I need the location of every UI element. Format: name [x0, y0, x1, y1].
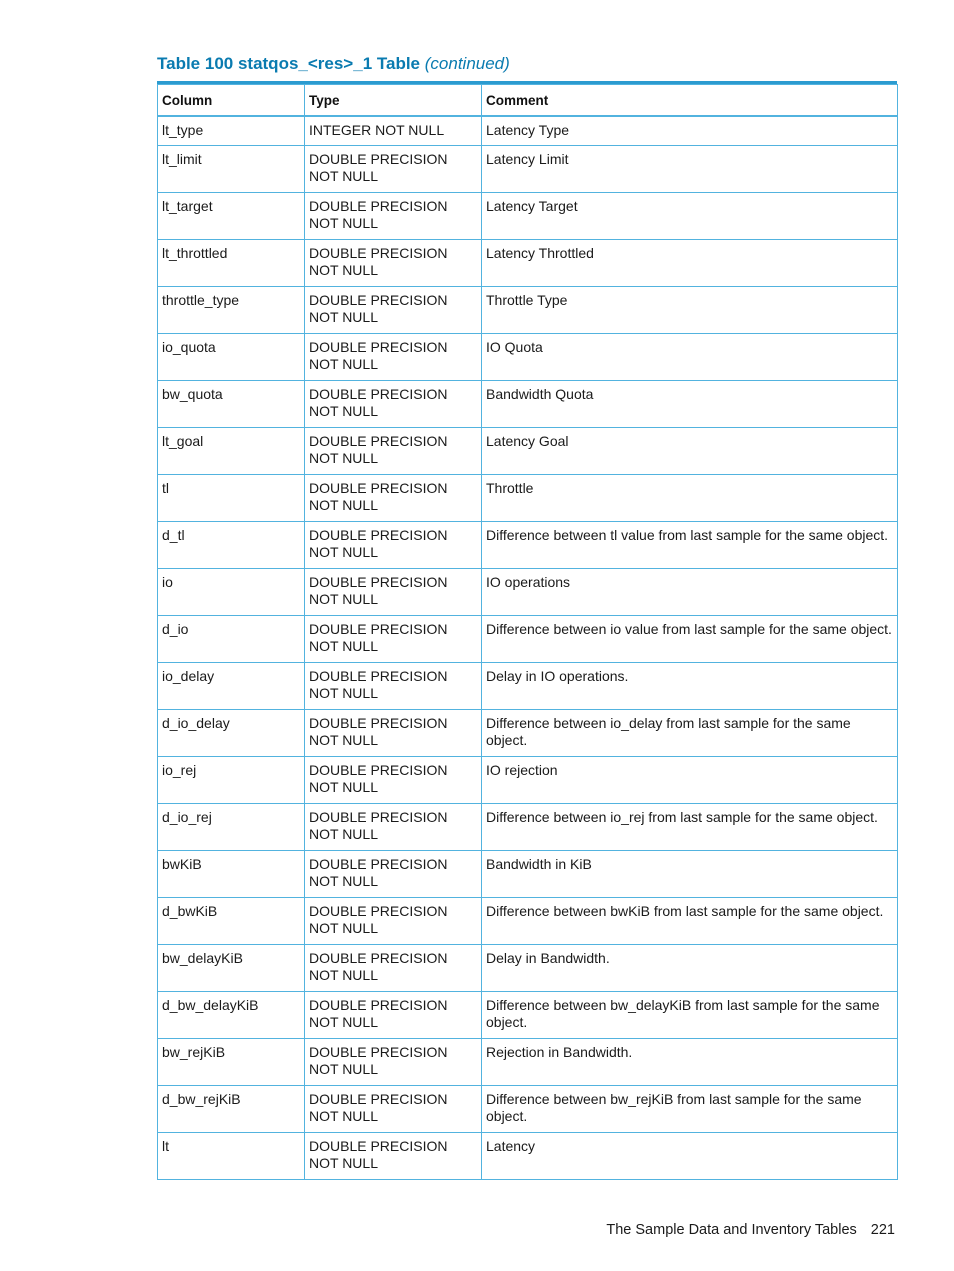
cell-type: DOUBLE PRECISION NOT NULL: [305, 945, 482, 992]
cell-type: DOUBLE PRECISION NOT NULL: [305, 193, 482, 240]
cell-column: d_io_delay: [158, 710, 305, 757]
table-row: [158, 193, 898, 240]
table-row: [158, 851, 898, 898]
cell-type: DOUBLE PRECISION NOT NULL: [305, 240, 482, 287]
cell-type: DOUBLE PRECISION NOT NULL: [305, 757, 482, 804]
cell-comment: Bandwidth Quota: [482, 381, 898, 428]
table-row: [158, 616, 898, 663]
schema-table: [157, 84, 898, 1180]
table-row: [158, 757, 898, 804]
cell-column: lt_goal: [158, 428, 305, 475]
page-number: 221: [870, 1222, 895, 1238]
cell-type: DOUBLE PRECISION NOT NULL: [305, 851, 482, 898]
cell-type: DOUBLE PRECISION NOT NULL: [305, 1039, 482, 1086]
header-type: Type: [305, 85, 482, 116]
table-row: [158, 334, 898, 381]
cell-column: bw_rejKiB: [158, 1039, 305, 1086]
cell-comment: Latency Throttled: [482, 240, 898, 287]
cell-column: io_quota: [158, 334, 305, 381]
cell-comment: Rejection in Bandwidth.: [482, 1039, 898, 1086]
cell-column: bw_delayKiB: [158, 945, 305, 992]
table-row: [158, 522, 898, 569]
table-row: [158, 116, 898, 146]
cell-column: d_io_rej: [158, 804, 305, 851]
cell-comment: Latency: [482, 1133, 898, 1180]
cell-type: DOUBLE PRECISION NOT NULL: [305, 616, 482, 663]
cell-column: lt_throttled: [158, 240, 305, 287]
cell-comment: Latency Goal: [482, 428, 898, 475]
cell-column: d_bwKiB: [158, 898, 305, 945]
cell-column: throttle_type: [158, 287, 305, 334]
table-caption-label: Table 100 statqos_<res>_1 Table: [157, 54, 421, 73]
cell-comment: IO operations: [482, 569, 898, 616]
table-row: [158, 663, 898, 710]
table-row: [158, 146, 898, 193]
table-body: [158, 116, 898, 1180]
cell-comment: Latency Type: [482, 116, 898, 146]
cell-type: DOUBLE PRECISION NOT NULL: [305, 569, 482, 616]
cell-column: lt_limit: [158, 146, 305, 193]
cell-comment: Delay in Bandwidth.: [482, 945, 898, 992]
cell-type: DOUBLE PRECISION NOT NULL: [305, 146, 482, 193]
table-row: [158, 240, 898, 287]
cell-comment: Difference between io value from last sample for the same object.: [482, 616, 898, 663]
cell-type: DOUBLE PRECISION NOT NULL: [305, 898, 482, 945]
schema-table-container: [157, 81, 897, 1180]
table-row: [158, 1086, 898, 1133]
cell-type: DOUBLE PRECISION NOT NULL: [305, 1133, 482, 1180]
table-row: [158, 569, 898, 616]
cell-type: DOUBLE PRECISION NOT NULL: [305, 381, 482, 428]
table-header-row: [158, 85, 898, 116]
table-row: [158, 475, 898, 522]
table-row: [158, 898, 898, 945]
cell-type: DOUBLE PRECISION NOT NULL: [305, 522, 482, 569]
cell-column: bwKiB: [158, 851, 305, 898]
cell-comment: Difference between tl value from last sample for the same object.: [482, 522, 898, 569]
table-row: [158, 1133, 898, 1180]
cell-comment: Bandwidth in KiB: [482, 851, 898, 898]
cell-type: DOUBLE PRECISION NOT NULL: [305, 992, 482, 1039]
cell-type: DOUBLE PRECISION NOT NULL: [305, 475, 482, 522]
cell-comment: Difference between bw_rejKiB from last sample for the same object.: [482, 1086, 898, 1133]
cell-type: INTEGER NOT NULL: [305, 116, 482, 146]
header-column: Column: [158, 85, 305, 116]
cell-column: lt: [158, 1133, 305, 1180]
cell-comment: Latency Limit: [482, 146, 898, 193]
cell-column: d_bw_rejKiB: [158, 1086, 305, 1133]
page-footer: [606, 1222, 895, 1238]
cell-type: DOUBLE PRECISION NOT NULL: [305, 663, 482, 710]
table-row: [158, 710, 898, 757]
cell-column: io: [158, 569, 305, 616]
table-row: [158, 945, 898, 992]
table-row: [158, 287, 898, 334]
footer-section-title: The Sample Data and Inventory Tables: [606, 1222, 857, 1238]
table-caption: [157, 54, 510, 74]
cell-comment: IO Quota: [482, 334, 898, 381]
header-comment: Comment: [482, 85, 898, 116]
cell-comment: Throttle: [482, 475, 898, 522]
cell-comment: Latency Target: [482, 193, 898, 240]
cell-column: io_rej: [158, 757, 305, 804]
cell-comment: Difference between io_delay from last sample for the same object.: [482, 710, 898, 757]
cell-comment: Throttle Type: [482, 287, 898, 334]
cell-type: DOUBLE PRECISION NOT NULL: [305, 710, 482, 757]
cell-comment: Difference between bwKiB from last sample for the same object.: [482, 898, 898, 945]
table-row: [158, 428, 898, 475]
cell-comment: Difference between bw_delayKiB from last sample for the same object.: [482, 992, 898, 1039]
cell-comment: IO rejection: [482, 757, 898, 804]
cell-column: d_tl: [158, 522, 305, 569]
cell-column: tl: [158, 475, 305, 522]
cell-type: DOUBLE PRECISION NOT NULL: [305, 1086, 482, 1133]
table-row: [158, 992, 898, 1039]
table-row: [158, 381, 898, 428]
table-row: [158, 1039, 898, 1086]
cell-column: io_delay: [158, 663, 305, 710]
cell-column: d_bw_delayKiB: [158, 992, 305, 1039]
cell-column: d_io: [158, 616, 305, 663]
cell-type: DOUBLE PRECISION NOT NULL: [305, 804, 482, 851]
cell-type: DOUBLE PRECISION NOT NULL: [305, 287, 482, 334]
cell-column: lt_target: [158, 193, 305, 240]
cell-column: lt_type: [158, 116, 305, 146]
cell-type: DOUBLE PRECISION NOT NULL: [305, 428, 482, 475]
table-row: [158, 804, 898, 851]
cell-column: bw_quota: [158, 381, 305, 428]
cell-comment: Difference between io_rej from last sample for the same object.: [482, 804, 898, 851]
cell-type: DOUBLE PRECISION NOT NULL: [305, 334, 482, 381]
table-caption-continued: (continued): [424, 54, 510, 73]
cell-comment: Delay in IO operations.: [482, 663, 898, 710]
